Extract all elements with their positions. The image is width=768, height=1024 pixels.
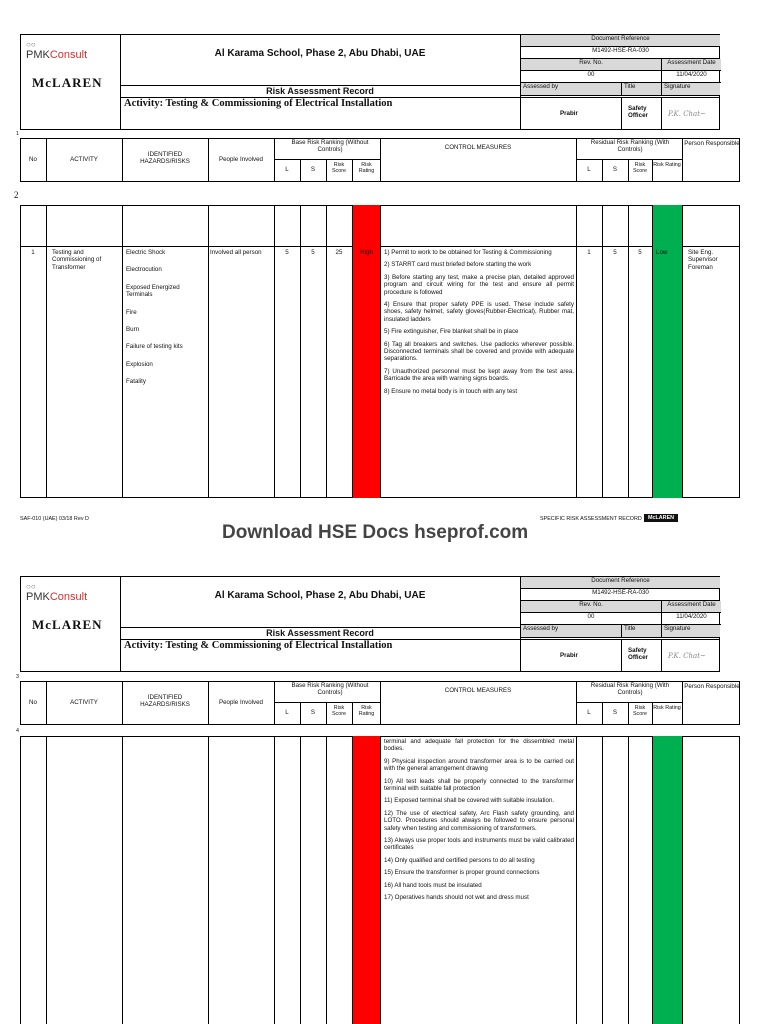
control-item: 5) Fire extinguisher, Fire blanket shall be in place [384, 328, 519, 336]
col-activity: ACTIVITY [70, 156, 98, 163]
title-label: Title [621, 625, 661, 638]
signature-label: Signature [661, 83, 720, 96]
col-people: People Involved [218, 156, 264, 163]
control-item: 9) Physical inspection around transformer area is to be carried out with the general arrangement drawing [384, 757, 574, 773]
signature-label: Signature [661, 625, 720, 638]
res-rating: Low [656, 249, 668, 256]
hazard-list [126, 249, 206, 396]
col-hazards: IDENTIFIED HAZARDS/RISKS [140, 151, 190, 166]
activity-title: Activity: Testing & Commissioning of Electrical Installation [124, 98, 393, 109]
base-score: 25 [335, 249, 343, 256]
doc-ref: M1492-HSE-RA-030 [521, 47, 720, 59]
activity-title: Activity: Testing & Commissioning of Electrical Installation [124, 640, 393, 651]
col-s: S [310, 166, 316, 173]
col-rating: Risk Rating [653, 162, 681, 168]
watermark: Download HSE Docs hseprof.com [222, 522, 529, 543]
date-label: Assessment Date [661, 601, 721, 613]
hazard-item: Fire [126, 308, 137, 316]
res-l: 1 [587, 249, 591, 256]
assessed-by: Prabir [560, 652, 578, 659]
form-code: SAF-010 (UAE) 03/18 Rev D [20, 516, 89, 522]
rule [274, 702, 380, 703]
col-no: No [29, 699, 37, 706]
col-control: CONTROL MEASURES [444, 687, 512, 694]
rev-label: Rev. No. [521, 59, 661, 71]
page-mark: 2 [14, 190, 19, 200]
page-mark: 4 [16, 728, 19, 734]
footer-brand: McLAREN [644, 514, 678, 522]
col-base: Base Risk Ranking (Without Controls) [291, 139, 369, 154]
hazard-item: Electrocution [126, 266, 162, 274]
col-hazards: IDENTIFIED HAZARDS/RISKS [140, 694, 190, 709]
col-activity: ACTIVITY [70, 699, 98, 706]
mclaren-logo: McLAREN [32, 75, 103, 90]
col-rating: Risk Rating [653, 705, 681, 711]
pmk-logo: ○○ PMKConsult [26, 582, 88, 603]
col-person: Person Responsible [684, 683, 740, 690]
hazard-item: Fatality [126, 378, 146, 386]
col-l: L [285, 166, 289, 173]
pmk-logo: ○○ PMKConsult [26, 40, 88, 61]
col-l: L [285, 709, 289, 716]
rule [621, 97, 622, 130]
control-measures-p2 [384, 738, 574, 907]
col-l: L [587, 166, 591, 173]
title-value: Safety Officer [628, 647, 648, 662]
low-rating-fill [653, 736, 682, 1024]
control-item: 12) The use of electrical safety, Arc Flash safety grounding, and LOTO. Procedures should always be followed to ensure personal safety when testing and commissioning of transformers. [384, 809, 574, 832]
date-value: 11/04/2020 [661, 613, 721, 625]
col-s: S [612, 709, 618, 716]
control-item: 4) Ensure that proper safety PPE is used. These include safety shoes, safety helmet, safety gloves(Rubber-Electrical), Rubber mat, insulated ladders [384, 301, 574, 323]
people-involved: Involved all person [210, 249, 262, 256]
date-value: 11/04/2020 [661, 71, 721, 83]
col-score: Risk Score [632, 162, 648, 175]
col-score: Risk Score [331, 705, 347, 718]
control-item: 6) Tag all breakers and switches. Use padlocks wherever possible. Disconnected terminals shall be covered and provide with adequate separations. [384, 340, 574, 363]
page-mark: 3 [16, 674, 19, 680]
control-item: 8) Ensure no metal body is in touch with any test [384, 387, 518, 395]
control-item: 10) All test leads shall be properly connected to the transformer terminal with suitable fall protection [384, 777, 574, 793]
rule [576, 159, 682, 160]
high-rating-fill [353, 736, 380, 1024]
control-item: 7) Unauthorized personnel must be kept away from the test area. Barricade the area with warning signs boards. [384, 367, 574, 383]
control-item: 1) Permit to work to be obtained for Testing & Commissioning [384, 249, 552, 256]
title-label: Title [621, 83, 661, 96]
hazard-item: Explosion [126, 360, 153, 368]
hazard-item: Burn [126, 326, 140, 334]
col-rating: Risk Rating [358, 705, 375, 718]
assessed-label: Assessed by [521, 83, 621, 96]
rule [576, 702, 682, 703]
project-title: Al Karama School, Phase 2, Abu Dhabi, UAE [214, 48, 426, 59]
rule [661, 639, 662, 672]
base-s: 5 [311, 249, 315, 256]
title-value: Safety Officer [628, 105, 648, 120]
rev-value: 00 [521, 71, 661, 83]
rule [621, 639, 622, 672]
col-score: Risk Score [331, 162, 347, 175]
rule [661, 97, 662, 130]
col-residual: Residual Risk Ranking (With Controls) [590, 139, 670, 154]
control-item: 17) Operatives hands should not wet and dress must [384, 894, 529, 902]
hazard-item: Electric Shock [126, 249, 166, 256]
res-s: 5 [613, 249, 617, 256]
rev-label: Rev. No. [521, 601, 661, 613]
col-l: L [587, 709, 591, 716]
col-base: Base Risk Ranking (Without Controls) [291, 682, 369, 697]
control-item: 15) Ensure the transformer is proper ground connections [384, 869, 540, 877]
signature: P.K. Chat~ [668, 110, 706, 118]
control-item: 2) STARRT card must briefed before starting the work [384, 261, 532, 269]
col-control: CONTROL MEASURES [444, 144, 512, 151]
control-item: 3) Before starting any test, make a precise plan, detailed approved program and circuit wiring for the test and ensure all permit procedure is followed [384, 273, 574, 296]
person-responsible: Site Eng. Supervisor Foreman [688, 249, 718, 271]
doc-ref-label: Document Reference [521, 35, 720, 47]
project-title: Al Karama School, Phase 2, Abu Dhabi, UAE [214, 590, 426, 601]
row-activity: Testing and Commissioning of Transformer [52, 249, 102, 271]
form-name: SPECIFIC RISK ASSESSMENT RECORD [540, 516, 642, 522]
rev-value: 00 [521, 613, 661, 625]
assessed-by: Prabir [560, 110, 578, 117]
mclaren-logo: McLAREN [32, 617, 103, 632]
record-title: Risk Assessment Record [266, 628, 374, 638]
col-s: S [612, 166, 618, 173]
col-rating: Risk Rating [358, 162, 375, 175]
col-person: Person Responsible [684, 140, 740, 147]
hazard-item: Exposed Energized Terminals [126, 283, 180, 299]
hazard-item: Failure of testing kits [126, 343, 183, 351]
assessed-label: Assessed by [521, 625, 621, 638]
col-score: Risk Score [632, 705, 648, 718]
col-no: No [29, 156, 37, 163]
control-item: 13) Always use proper tools and instruments must be valid calibrated certificates [384, 837, 574, 852]
col-s: S [310, 709, 316, 716]
base-l: 5 [285, 249, 289, 256]
signature: P.K. Chat~ [668, 652, 706, 660]
control-item: 16) All hand tools must be insulated [384, 881, 482, 889]
record-title: Risk Assessment Record [266, 86, 374, 96]
control-item: terminal and adequate fall protection for the dissembled metal bodies. [384, 738, 574, 753]
col-residual: Residual Risk Ranking (With Controls) [590, 682, 670, 697]
doc-ref: M1492-HSE-RA-030 [521, 589, 720, 601]
control-item: 11) Exposed terminal shall be covered with suitable insulation. [384, 797, 555, 805]
col-people: People Involved [218, 699, 264, 706]
control-item: 14) Only qualified and certified persons to do all testing [384, 856, 535, 864]
doc-ref-label: Document Reference [521, 577, 720, 589]
row-no: 1 [31, 249, 35, 256]
base-rating: High [360, 249, 373, 256]
control-measures-p1 [384, 249, 574, 400]
res-score: 5 [638, 249, 642, 256]
page-mark: 1 [16, 131, 19, 137]
date-label: Assessment Date [661, 59, 721, 71]
rule [274, 159, 380, 160]
